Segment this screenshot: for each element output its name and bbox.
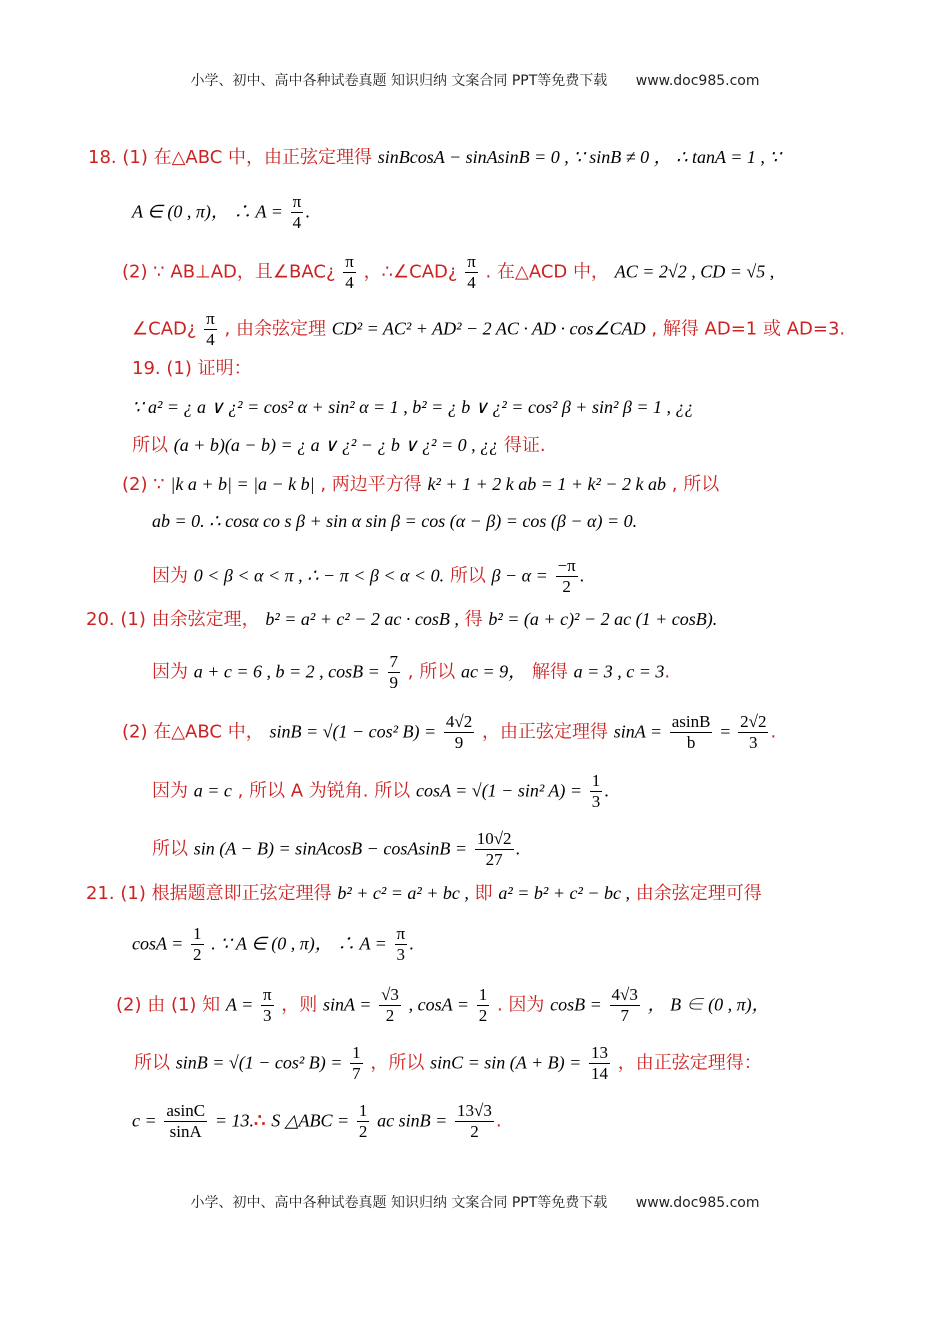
p20-l3-tail: . xyxy=(770,721,777,743)
p18-l4-tail: , 解得 AD=1 或 AD=3. xyxy=(651,318,846,340)
p20-l1-mid: 得 xyxy=(464,609,483,630)
p21-line-4 xyxy=(134,1043,762,1084)
header-text: 小学、初中、高中各种试卷真题 知识归纳 文案合同 PPT等免费下载 xyxy=(190,73,608,89)
frac-num: 1 xyxy=(358,1101,368,1120)
frac-den: 9 xyxy=(389,673,399,692)
p18-l2-math: A ∈ (0 , π)， ∴ A = xyxy=(132,201,283,222)
p20-l3-frac3 xyxy=(738,712,768,753)
frac-den: 4 xyxy=(292,213,302,232)
p21-l3-math2: sinA = xyxy=(323,994,372,1015)
p19-l2-math: ∵ a² = ¿ a ∨ ¿² = cos² α + sin² α = 1 , b² = ¿ b ∨ ¿² = cos² β + sin² β = 1 , ¿¿ xyxy=(132,397,694,417)
p21-line-2 xyxy=(132,924,414,965)
frac-num: 7 xyxy=(389,652,399,671)
p19-line-1 xyxy=(132,356,252,382)
p21-l3-mid: ，则 xyxy=(281,994,318,1016)
p20-l3-frac2 xyxy=(670,712,713,753)
p20-line-2 xyxy=(152,652,670,693)
p20-line-1 xyxy=(86,606,717,633)
p21-l5-tail: . xyxy=(495,1110,502,1132)
p21-l4-frac2 xyxy=(589,1043,610,1084)
frac-den: 14 xyxy=(591,1064,608,1083)
p21-l5-frac2 xyxy=(357,1101,370,1142)
frac-num: 4√2 xyxy=(445,712,473,731)
page-footer xyxy=(0,1192,950,1212)
p20-l2-tail: . xyxy=(664,661,671,683)
p20-l2-mid2: 解得 xyxy=(531,661,568,683)
p18-l3-label: (2) ∵ AB⊥AD，且∠BAC¿ xyxy=(122,261,336,283)
p21-l4-mid: ，所以 xyxy=(370,1052,425,1074)
p19-line-5 xyxy=(152,508,637,535)
frac-den: b xyxy=(686,733,696,752)
p19-line-3 xyxy=(132,432,546,459)
p18-l3-tail: . 在△ACD 中， xyxy=(485,261,609,283)
p18-l3-mid: ，∴∠CAD¿ xyxy=(363,261,458,283)
p20-l5-frac xyxy=(475,829,514,870)
p19-l3-label: 所以 xyxy=(132,435,168,456)
p21-l3-frac2 xyxy=(379,985,401,1026)
p19-l6-mid: 所以 xyxy=(449,565,486,587)
p21-l5-math3: S △ABC = xyxy=(271,1110,350,1131)
p20-l4-label: 因为 xyxy=(152,780,188,802)
frac-den: 3 xyxy=(263,1006,272,1025)
frac-num: π xyxy=(467,252,476,271)
p20-l2-label: 因为 xyxy=(152,661,188,683)
frac-den: sinA xyxy=(169,1122,202,1141)
p20-l2-math: a + c = 6 , b = 2 , cosB = xyxy=(193,661,380,682)
p21-l2-dot: . xyxy=(409,933,414,954)
p20-l4-mid: , 所以 A 为锐角. 所以 xyxy=(237,780,411,802)
p21-l3-math4: cosB = xyxy=(550,994,602,1015)
frac-num: 1 xyxy=(478,985,488,1004)
p20-l5-math: sin (A − B) = sinAcosB − cosAsinB = xyxy=(193,838,467,859)
p18-l3-math: AC = 2√2 , CD = √5 , xyxy=(614,261,775,282)
p20-l5-label: 所以 xyxy=(152,838,188,860)
frac-den: 2 xyxy=(562,577,571,596)
p19-l4-math2: k² + 1 + 2 k ab = 1 + k² − 2 k ab xyxy=(427,474,667,494)
p20-l4-math: a = c xyxy=(193,780,232,801)
p20-l4-frac xyxy=(590,771,603,812)
p18-l1-math: sinBcosA − sinAsinB = 0 , ∵ sinB ≠ 0 ， ∴ tanA = 1 , ∵ xyxy=(377,147,781,167)
p21-l4-tail: ，由正弦定理得： xyxy=(617,1052,762,1074)
frac-den: 2 xyxy=(385,1006,395,1025)
frac-den: 7 xyxy=(620,1006,629,1025)
p19-l6-label: 因为 xyxy=(152,565,188,587)
p20-l3-frac1 xyxy=(444,712,474,753)
frac-num: 1 xyxy=(193,924,202,943)
p21-l1-mid: 即 xyxy=(474,883,493,904)
footer-site: www.doc985.com xyxy=(635,1195,760,1211)
p21-line-1 xyxy=(86,880,762,907)
p20-l3-label: (2) 在△ABC 中， xyxy=(122,721,264,743)
p20-l3-mid: ，由正弦定理得 xyxy=(481,721,608,743)
p20-line-4 xyxy=(152,771,609,812)
p18-l3-frac1 xyxy=(343,252,356,293)
frac-den: 7 xyxy=(352,1064,361,1083)
p19-l4-label: (2) ∵ xyxy=(122,474,165,495)
frac-den: 27 xyxy=(485,850,503,869)
p21-l5-frac3 xyxy=(455,1101,494,1142)
frac-num: 4√3 xyxy=(611,985,638,1004)
page-header xyxy=(0,70,950,90)
frac-den: 9 xyxy=(454,733,464,752)
p20-l3-math: sinB = √(1 − cos² B) = xyxy=(269,721,437,742)
p18-l4-math: CD² = AC² + AD² − 2 AC · AD · cos∠CAD xyxy=(331,318,646,339)
p18-l4-label: ∠CAD¿ xyxy=(132,318,197,340)
frac-den: 3 xyxy=(749,733,758,752)
p19-line-4 xyxy=(122,471,719,498)
p21-l5-math: c = xyxy=(132,1110,157,1131)
p21-l5-frac1 xyxy=(164,1101,207,1142)
p20-line-5 xyxy=(152,829,520,870)
p21-l5-math2: = 13. xyxy=(214,1110,254,1131)
p18-l2-frac xyxy=(291,192,304,233)
p21-l3-mid2: . 因为 xyxy=(496,994,545,1016)
p19-l4-mid: , 两边平方得 xyxy=(320,474,422,495)
p21-l3-math: A = xyxy=(225,994,254,1015)
p21-l5-math4: ac sinB = xyxy=(377,1110,448,1131)
p21-l2-frac1 xyxy=(191,924,204,965)
frac-den: 3 xyxy=(591,792,601,811)
frac-den: 2 xyxy=(470,1122,479,1141)
frac-den: 4 xyxy=(467,273,476,292)
p19-l4-tail: , 所以 xyxy=(671,474,720,495)
p18-l4-frac xyxy=(204,309,217,350)
frac-num: π xyxy=(345,252,354,271)
p19-l1: 19. (1) 证明： xyxy=(132,358,252,379)
frac-num: 10√2 xyxy=(476,829,512,848)
p21-l3-tail: ， B ∈ (0 , π)， xyxy=(647,994,770,1015)
p20-l3-math2: sinA = xyxy=(613,721,663,742)
p21-l2-mid: . ∵ A ∈ (0 , π)， ∴ A = xyxy=(211,933,387,954)
frac-num: √3 xyxy=(381,985,399,1004)
frac-num: π xyxy=(206,309,215,328)
p18-line-1 xyxy=(88,144,781,171)
p21-l1-math2: a² = b² + c² − bc , xyxy=(498,883,630,903)
p21-l2-frac2 xyxy=(395,924,408,965)
p19-line-6 xyxy=(152,556,584,597)
p21-l4-math: sinB = √(1 − cos² B) = xyxy=(175,1052,343,1073)
p20-l2-mid: , 所以 xyxy=(407,661,456,683)
p21-l3-math3: , cosA = xyxy=(408,994,469,1015)
p19-l3-math: (a + b)(a − b) = ¿ a ∨ ¿² − ¿ b ∨ ¿² = 0 , ¿¿ xyxy=(173,435,499,455)
p18-line-2 xyxy=(132,192,310,233)
frac-num: 13 xyxy=(591,1043,608,1062)
p21-l3-frac3 xyxy=(477,985,490,1026)
p21-l5-sym: ∴ xyxy=(254,1110,266,1132)
p20-line-3 xyxy=(122,712,776,753)
p20-l2-frac xyxy=(388,652,401,693)
p21-l1-tail: 由余弦定理可得 xyxy=(635,883,762,904)
p19-l5-math: ab = 0. ∴ cosα co s β + sin α sin β = cos (α − β) = cos (β − α) = 0. xyxy=(152,511,638,531)
p21-line-5 xyxy=(132,1101,502,1142)
p19-l6-math2: β − α = xyxy=(491,565,548,586)
p21-l4-frac1 xyxy=(350,1043,363,1084)
p20-l5-tail: . xyxy=(515,838,521,859)
frac-den: 3 xyxy=(396,945,406,964)
p18-l3-frac2 xyxy=(465,252,478,293)
p20-l3-eq: = xyxy=(720,721,731,742)
p19-l6-math: 0 < β < α < π , ∴ − π < β < α < 0. xyxy=(193,565,445,586)
p20-l1-math: b² = a² + c² − 2 ac · cosB , xyxy=(265,609,459,629)
frac-den: 2 xyxy=(358,1122,368,1141)
footer-text: 小学、初中、高中各种试卷真题 知识归纳 文案合同 PPT等免费下载 xyxy=(190,1195,608,1211)
p19-l4-math: |k a + b| = |a − k b| xyxy=(170,474,315,494)
p21-l1-math: b² + c² = a² + bc , xyxy=(337,883,469,903)
frac-num: asinB xyxy=(671,712,711,731)
frac-den: 4 xyxy=(345,273,354,292)
frac-num: π xyxy=(292,192,302,211)
frac-num: π xyxy=(396,924,406,943)
p18-l1-label: 18. (1) 在△ABC 中，由正弦定理得 xyxy=(88,147,373,168)
p18-line-3 xyxy=(122,252,774,293)
p21-l4-label: 所以 xyxy=(134,1052,170,1074)
p18-l2-dot: . xyxy=(305,201,310,222)
p20-l1-math2: b² = (a + c)² − 2 ac (1 + cosB). xyxy=(488,609,718,629)
p21-l2-math: cosA = xyxy=(132,933,184,954)
p19-l6-dot: . xyxy=(579,565,585,586)
frac-num: 2√2 xyxy=(740,712,767,731)
frac-num: 13√3 xyxy=(457,1101,492,1120)
p18-line-4 xyxy=(132,309,845,350)
frac-num: asinC xyxy=(166,1101,206,1120)
p21-line-3 xyxy=(116,985,770,1026)
p19-l3-tail: 得证. xyxy=(503,435,546,456)
p21-l3-frac1 xyxy=(261,985,274,1026)
p18-l4-mid: , 由余弦定理 xyxy=(224,318,326,340)
p21-l3-frac4 xyxy=(610,985,640,1026)
frac-num: 1 xyxy=(591,771,601,790)
p21-l4-math2: sinC = sin (A + B) = xyxy=(430,1052,582,1073)
p21-l1-label: 21. (1) 根据题意即正弦定理得 xyxy=(86,883,332,904)
p19-line-2 xyxy=(132,394,693,421)
frac-den: 2 xyxy=(478,1006,488,1025)
p19-l6-frac xyxy=(556,556,578,597)
p20-l4-math2: cosA = √(1 − sin² A) = xyxy=(416,780,583,801)
p20-l1-label: 20. (1) 由余弦定理， xyxy=(86,609,260,630)
header-site: www.doc985.com xyxy=(635,73,760,89)
frac-den: 2 xyxy=(193,945,202,964)
p20-l2-math3: a = 3 , c = 3 xyxy=(573,661,665,682)
frac-num: −π xyxy=(557,556,576,575)
p20-l2-math2: ac = 9， xyxy=(460,661,527,682)
frac-num: 1 xyxy=(352,1043,361,1062)
frac-den: 4 xyxy=(206,330,215,349)
frac-num: π xyxy=(262,985,272,1004)
p20-l4-tail: . xyxy=(604,780,609,801)
p21-l3-label: (2) 由 (1) 知 xyxy=(116,994,221,1016)
